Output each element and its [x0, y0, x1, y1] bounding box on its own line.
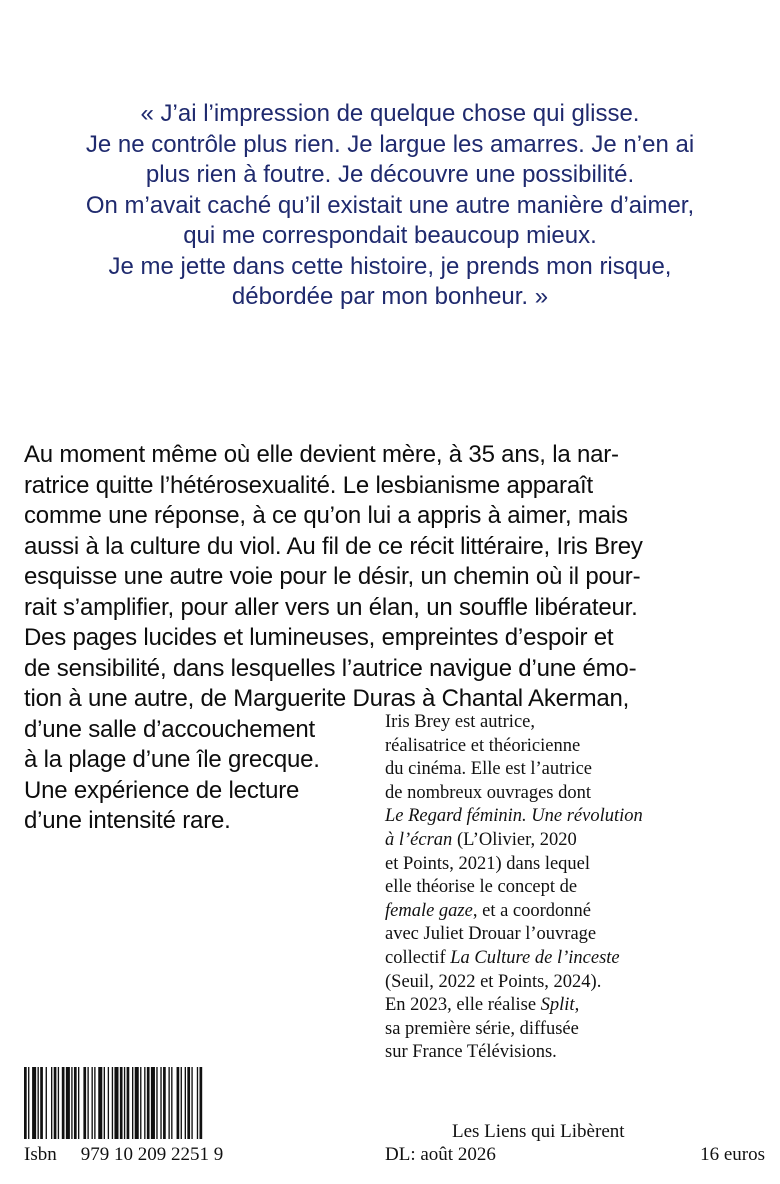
- publisher-name: Les Liens qui Libèrent: [452, 1121, 625, 1142]
- summary-line: esquisse une autre voie pour le désir, un chemin où il pour-: [24, 563, 641, 590]
- barcode-bar: [108, 1067, 109, 1139]
- barcode-bar: [187, 1067, 190, 1139]
- barcode-bar: [46, 1067, 47, 1139]
- barcode-bar: [66, 1067, 70, 1139]
- summary-line: rait s’amplifier, pour aller vers un élan, un souffle libérateur.: [24, 593, 638, 621]
- barcode-bar: [38, 1067, 39, 1139]
- barcode-bar: [104, 1067, 105, 1139]
- isbn: [24, 1144, 223, 1166]
- bio-text: , et a coordonné: [472, 900, 592, 921]
- barcode-bar: [92, 1067, 93, 1139]
- quote-line: débordée par mon bonheur. »: [231, 283, 549, 310]
- summary-line: Au moment même où elle devient mère, à 35 ans, la nar-: [24, 441, 619, 468]
- barcode-bar: [51, 1067, 52, 1139]
- barcode-bar: [71, 1067, 72, 1139]
- book-title: Le Regard féminin. Une révolution: [385, 806, 643, 827]
- quote-line: On m’avait caché qu’il existait une autre manière d’aimer,: [85, 191, 695, 219]
- barcode-bar: [40, 1067, 43, 1139]
- barcode-bar: [32, 1067, 36, 1139]
- summary-line: d’une intensité rare.: [24, 807, 231, 834]
- pull-quote: [40, 99, 740, 313]
- summary-line: d’une salle d’accouchement: [24, 715, 315, 743]
- barcode-bar: [168, 1067, 169, 1139]
- bio-text: collectif: [385, 947, 451, 968]
- barcode-bar: [74, 1067, 77, 1139]
- barcode-bar: [144, 1067, 145, 1139]
- bio-line: Iris Brey est autrice,: [385, 712, 535, 732]
- barcode-bar: [28, 1067, 29, 1139]
- barcode: [24, 1067, 264, 1139]
- bio-text: (L’Olivier, 2020: [452, 829, 577, 850]
- barcode-bar: [78, 1067, 79, 1139]
- barcode-bar: [127, 1067, 130, 1139]
- summary-line: de sensibilité, dans lesquelles l’autrice navigue d’une émo-: [24, 654, 637, 682]
- summary-line: ratrice quitte l’hétérosexualité. Le lesbianisme apparaît: [24, 471, 593, 499]
- barcode-bar: [185, 1067, 186, 1139]
- summary-line: comme une réponse, à ce qu’on lui a appris à aimer, mais: [24, 502, 628, 529]
- barcode-bar: [94, 1067, 95, 1139]
- barcode-bar: [135, 1067, 139, 1139]
- barcode-bar: [191, 1067, 192, 1139]
- series-title: Split: [540, 995, 575, 1016]
- barcode-bar: [58, 1067, 59, 1139]
- book-title: à l’écran: [385, 829, 453, 850]
- summary-line: à la plage d’une île grecque.: [24, 746, 320, 773]
- bio-line: réalisatrice et théoricienne: [385, 735, 581, 756]
- bio-line: [385, 947, 765, 971]
- quote-line: Je ne contrôle plus rien. Je largue les amarres. Je n’en ai: [85, 130, 695, 158]
- bio-line: elle théorise le concept de: [385, 877, 578, 898]
- bio-line: avec Juliet Drouar l’ouvrage: [385, 924, 597, 945]
- barcode-bar: [163, 1067, 166, 1139]
- price: 16 euros: [700, 1144, 765, 1165]
- isbn-number: 979 10 209 2251 9: [80, 1144, 224, 1165]
- barcode-bar: [83, 1067, 86, 1139]
- bio-text: ,: [574, 995, 580, 1016]
- barcode-bar: [87, 1067, 88, 1139]
- barcode-bar: [132, 1067, 133, 1139]
- quote-line: qui me correspondait beaucoup mieux.: [183, 222, 597, 249]
- bio-line: [385, 805, 765, 829]
- bio-line: sa première série, diffusée: [385, 1018, 579, 1039]
- bio-line: (Seuil, 2022 et Points, 2024).: [385, 971, 602, 992]
- barcode-bar: [147, 1067, 150, 1139]
- barcode-bar: [62, 1067, 65, 1139]
- barcode-bar: [98, 1067, 102, 1139]
- barcode-bar: [197, 1067, 198, 1139]
- summary-line: tion à une autre, de Marguerite Duras à Chantal Akerman,: [24, 685, 630, 712]
- summary-line: Une expérience de lecture: [24, 776, 300, 804]
- quote-line: plus rien à foutre. Je découvre une possibilité.: [145, 161, 635, 188]
- legal-deposit: DL: août 2026: [385, 1144, 496, 1165]
- bio-line: du cinéma. Elle est l’autrice: [385, 759, 593, 780]
- barcode-bar: [156, 1067, 157, 1139]
- summary-line: aussi à la culture du viol. Au fil de ce récit littéraire, Iris Brey: [24, 532, 643, 560]
- barcode-bar: [171, 1067, 172, 1139]
- bio-line: sur France Télévisions.: [385, 1042, 557, 1063]
- summary-line: Des pages lucides et lumineuses, empreintes d’espoir et: [24, 624, 614, 651]
- book-title: La Culture de l’inceste: [450, 947, 620, 968]
- bio-line: [385, 829, 765, 853]
- bio-line: et Points, 2021) dans lequel: [385, 853, 591, 874]
- concept-term: female gaze: [385, 900, 473, 921]
- barcode-bar: [177, 1067, 180, 1139]
- quote-line: « J’ai l’impression de quelque chose qui glisse.: [140, 100, 640, 127]
- bio-line: de nombreux ouvrages dont: [385, 782, 592, 803]
- barcode-bar: [114, 1067, 118, 1139]
- barcode-bar: [151, 1067, 155, 1139]
- barcode-bar: [181, 1067, 182, 1139]
- barcode-bar: [124, 1067, 125, 1139]
- isbn-label: Isbn: [24, 1144, 57, 1165]
- bio-line: [385, 994, 765, 1018]
- barcode-bar: [120, 1067, 123, 1139]
- barcode-bar: [200, 1067, 203, 1139]
- barcode-bar: [112, 1067, 113, 1139]
- quote-line: Je me jette dans cette histoire, je prends mon risque,: [108, 252, 672, 280]
- bio-line: [385, 900, 765, 924]
- author-bio: [385, 711, 765, 1065]
- barcode-bar: [54, 1067, 57, 1139]
- barcode-bar: [140, 1067, 141, 1139]
- barcode-bar: [24, 1067, 27, 1139]
- bio-text: En 2023, elle réalise: [385, 995, 541, 1016]
- barcode-bar: [160, 1067, 161, 1139]
